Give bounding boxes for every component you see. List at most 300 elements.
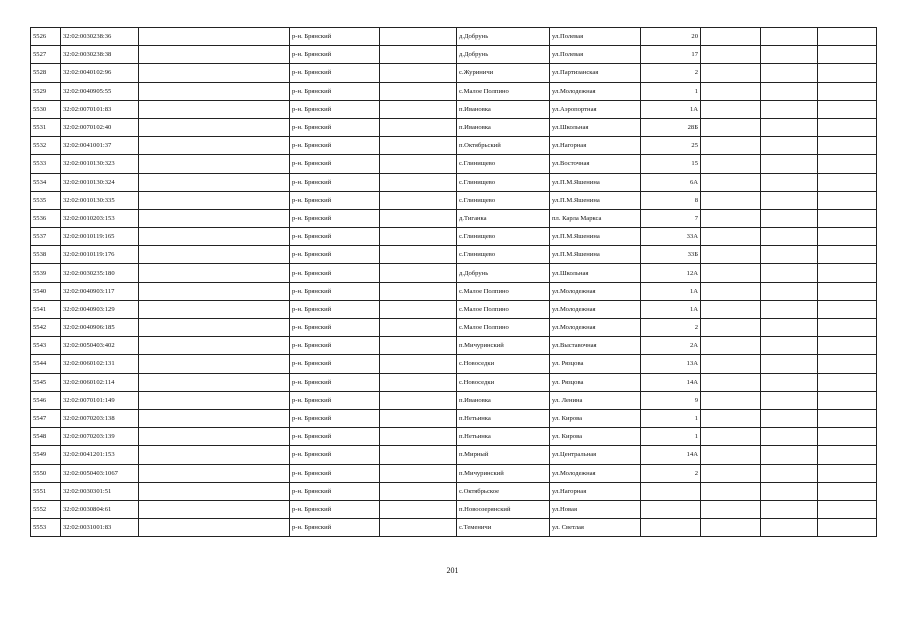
- empty-column-11-cell: [818, 373, 877, 391]
- empty-column-3-cell: [139, 264, 290, 282]
- empty-column-9-cell: [701, 228, 761, 246]
- street-cell: ул.Партизанская: [550, 64, 641, 82]
- empty-column-3-cell: [139, 337, 290, 355]
- house-number-cell: 14А: [641, 373, 701, 391]
- empty-column-11-cell: [818, 100, 877, 118]
- empty-column-11-cell: [818, 191, 877, 209]
- cadastral-number-cell: 32:02:0010130:324: [61, 173, 139, 191]
- street-cell: ул.Молодежная: [550, 319, 641, 337]
- empty-column-9-cell: [701, 319, 761, 337]
- empty-column-11-cell: [818, 264, 877, 282]
- record-number-cell: 5547: [31, 409, 61, 427]
- empty-column-5-cell: [380, 519, 457, 537]
- house-number-cell: 25: [641, 137, 701, 155]
- house-number-cell: 2: [641, 319, 701, 337]
- cadastral-number-cell: 32:02:0030235:180: [61, 264, 139, 282]
- street-cell: пл. Карла Маркса: [550, 209, 641, 227]
- empty-column-10-cell: [761, 428, 818, 446]
- empty-column-10-cell: [761, 28, 818, 46]
- empty-column-11-cell: [818, 137, 877, 155]
- empty-column-5-cell: [380, 500, 457, 518]
- street-cell: ул.Нагорная: [550, 137, 641, 155]
- empty-column-11-cell: [818, 482, 877, 500]
- table-row: [31, 355, 877, 373]
- settlement-cell: п.Мичуринский: [457, 337, 550, 355]
- record-number-cell: 5534: [31, 173, 61, 191]
- house-number-cell: 17: [641, 46, 701, 64]
- empty-column-3-cell: [139, 391, 290, 409]
- record-number-cell: 5532: [31, 137, 61, 155]
- empty-column-5-cell: [380, 64, 457, 82]
- cadastral-number-cell: 32:02:0030301:51: [61, 482, 139, 500]
- table-row: [31, 100, 877, 118]
- house-number-cell: 1: [641, 82, 701, 100]
- empty-column-5-cell: [380, 446, 457, 464]
- empty-column-11-cell: [818, 409, 877, 427]
- empty-column-10-cell: [761, 246, 818, 264]
- district-cell: р-н. Брянский: [290, 519, 380, 537]
- empty-column-3-cell: [139, 46, 290, 64]
- district-cell: р-н. Брянский: [290, 64, 380, 82]
- empty-column-11-cell: [818, 300, 877, 318]
- house-number-cell: 1А: [641, 300, 701, 318]
- table-row: [31, 519, 877, 537]
- record-number-cell: 5530: [31, 100, 61, 118]
- empty-column-10-cell: [761, 118, 818, 136]
- record-number-cell: 5529: [31, 82, 61, 100]
- house-number-cell: 14А: [641, 446, 701, 464]
- settlement-cell: п.Нетьинка: [457, 428, 550, 446]
- street-cell: ул. Кирова: [550, 428, 641, 446]
- district-cell: р-н. Брянский: [290, 82, 380, 100]
- empty-column-5-cell: [380, 282, 457, 300]
- street-cell: ул.П.М.Яшенина: [550, 191, 641, 209]
- empty-column-9-cell: [701, 373, 761, 391]
- settlement-cell: с.Глинищево: [457, 228, 550, 246]
- empty-column-10-cell: [761, 82, 818, 100]
- empty-column-11-cell: [818, 173, 877, 191]
- empty-column-3-cell: [139, 446, 290, 464]
- empty-column-10-cell: [761, 191, 818, 209]
- empty-column-5-cell: [380, 482, 457, 500]
- cadastral-number-cell: 32:02:0060102:114: [61, 373, 139, 391]
- empty-column-3-cell: [139, 209, 290, 227]
- table-row: [31, 282, 877, 300]
- empty-column-10-cell: [761, 137, 818, 155]
- empty-column-9-cell: [701, 409, 761, 427]
- page-number: 201: [446, 566, 459, 575]
- empty-column-10-cell: [761, 64, 818, 82]
- record-number-cell: 5538: [31, 246, 61, 264]
- district-cell: р-н. Брянский: [290, 337, 380, 355]
- cadastral-number-cell: 32:02:0050403:1067: [61, 464, 139, 482]
- empty-column-11-cell: [818, 82, 877, 100]
- empty-column-5-cell: [380, 355, 457, 373]
- empty-column-10-cell: [761, 409, 818, 427]
- district-cell: р-н. Брянский: [290, 373, 380, 391]
- empty-column-5-cell: [380, 46, 457, 64]
- district-cell: р-н. Брянский: [290, 118, 380, 136]
- empty-column-3-cell: [139, 246, 290, 264]
- empty-column-3-cell: [139, 100, 290, 118]
- empty-column-9-cell: [701, 191, 761, 209]
- empty-column-10-cell: [761, 155, 818, 173]
- house-number-cell: 2А: [641, 337, 701, 355]
- settlement-cell: п.Нетьинка: [457, 409, 550, 427]
- house-number-cell: 13А: [641, 355, 701, 373]
- settlement-cell: с.Журиничи: [457, 64, 550, 82]
- empty-column-3-cell: [139, 500, 290, 518]
- empty-column-9-cell: [701, 464, 761, 482]
- empty-column-9-cell: [701, 64, 761, 82]
- house-number-cell: 1: [641, 428, 701, 446]
- street-cell: ул.Полевая: [550, 46, 641, 64]
- empty-column-3-cell: [139, 519, 290, 537]
- empty-column-9-cell: [701, 337, 761, 355]
- empty-column-9-cell: [701, 282, 761, 300]
- district-cell: р-н. Брянский: [290, 482, 380, 500]
- settlement-cell: п.Ивановка: [457, 391, 550, 409]
- record-number-cell: 5550: [31, 464, 61, 482]
- record-number-cell: 5553: [31, 519, 61, 537]
- empty-column-9-cell: [701, 46, 761, 64]
- empty-column-11-cell: [818, 519, 877, 537]
- district-cell: р-н. Брянский: [290, 391, 380, 409]
- table-row: [31, 300, 877, 318]
- street-cell: ул. Кирова: [550, 409, 641, 427]
- empty-column-11-cell: [818, 446, 877, 464]
- empty-column-5-cell: [380, 246, 457, 264]
- street-cell: ул.П.М.Яшенина: [550, 173, 641, 191]
- empty-column-3-cell: [139, 118, 290, 136]
- table-row: [31, 337, 877, 355]
- table-row: [31, 118, 877, 136]
- settlement-cell: с.Глинищево: [457, 246, 550, 264]
- empty-column-5-cell: [380, 337, 457, 355]
- settlement-cell: д.Добрунь: [457, 264, 550, 282]
- empty-column-9-cell: [701, 155, 761, 173]
- settlement-cell: с.Новоседки: [457, 373, 550, 391]
- empty-column-11-cell: [818, 355, 877, 373]
- settlement-cell: с.Глинищево: [457, 173, 550, 191]
- record-number-cell: 5552: [31, 500, 61, 518]
- house-number-cell: 7: [641, 209, 701, 227]
- empty-column-10-cell: [761, 337, 818, 355]
- district-cell: р-н. Брянский: [290, 28, 380, 46]
- table-row: [31, 46, 877, 64]
- empty-column-3-cell: [139, 300, 290, 318]
- settlement-cell: п.Мичуринский: [457, 464, 550, 482]
- record-number-cell: 5543: [31, 337, 61, 355]
- cadastral-number-cell: 32:02:0040102:96: [61, 64, 139, 82]
- district-cell: р-н. Брянский: [290, 355, 380, 373]
- record-number-cell: 5546: [31, 391, 61, 409]
- street-cell: ул.Молодежная: [550, 282, 641, 300]
- cadastral-number-cell: 32:02:0070203:139: [61, 428, 139, 446]
- empty-column-9-cell: [701, 209, 761, 227]
- street-cell: ул. Ленина: [550, 391, 641, 409]
- cadastral-number-cell: 32:02:0010119:165: [61, 228, 139, 246]
- empty-column-11-cell: [818, 155, 877, 173]
- table-row: [31, 82, 877, 100]
- empty-column-10-cell: [761, 282, 818, 300]
- empty-column-10-cell: [761, 319, 818, 337]
- street-cell: ул.Молодежная: [550, 464, 641, 482]
- empty-column-5-cell: [380, 173, 457, 191]
- empty-column-3-cell: [139, 64, 290, 82]
- record-number-cell: 5535: [31, 191, 61, 209]
- district-cell: р-н. Брянский: [290, 137, 380, 155]
- table-row: [31, 500, 877, 518]
- empty-column-5-cell: [380, 300, 457, 318]
- empty-column-11-cell: [818, 282, 877, 300]
- cadastral-number-cell: 32:02:0030238:36: [61, 28, 139, 46]
- empty-column-11-cell: [818, 319, 877, 337]
- table-row: [31, 173, 877, 191]
- district-cell: р-н. Брянский: [290, 191, 380, 209]
- record-number-cell: 5531: [31, 118, 61, 136]
- empty-column-11-cell: [818, 246, 877, 264]
- empty-column-10-cell: [761, 464, 818, 482]
- house-number-cell: 33Б: [641, 246, 701, 264]
- settlement-cell: с.Глинищево: [457, 191, 550, 209]
- cadastral-number-cell: 32:02:0070203:138: [61, 409, 139, 427]
- cadastral-number-cell: 32:02:0040903:117: [61, 282, 139, 300]
- empty-column-10-cell: [761, 264, 818, 282]
- house-number-cell: 1А: [641, 100, 701, 118]
- table-row: [31, 409, 877, 427]
- empty-column-11-cell: [818, 464, 877, 482]
- empty-column-10-cell: [761, 100, 818, 118]
- empty-column-3-cell: [139, 155, 290, 173]
- record-number-cell: 5528: [31, 64, 61, 82]
- record-number-cell: 5540: [31, 282, 61, 300]
- empty-column-10-cell: [761, 446, 818, 464]
- street-cell: ул.Нагорная: [550, 482, 641, 500]
- empty-column-10-cell: [761, 519, 818, 537]
- empty-column-10-cell: [761, 500, 818, 518]
- street-cell: ул.Школьная: [550, 264, 641, 282]
- empty-column-10-cell: [761, 228, 818, 246]
- house-number-cell: 12А: [641, 264, 701, 282]
- settlement-cell: с.Малое Полпино: [457, 282, 550, 300]
- empty-column-9-cell: [701, 264, 761, 282]
- street-cell: ул.П.М.Яшенина: [550, 246, 641, 264]
- empty-column-5-cell: [380, 428, 457, 446]
- record-number-cell: 5526: [31, 28, 61, 46]
- empty-column-9-cell: [701, 118, 761, 136]
- settlement-cell: с.Новоседки: [457, 355, 550, 373]
- table-row: [31, 464, 877, 482]
- street-cell: ул.Молодежная: [550, 300, 641, 318]
- street-cell: ул.Центральная: [550, 446, 641, 464]
- record-number-cell: 5533: [31, 155, 61, 173]
- empty-column-5-cell: [380, 264, 457, 282]
- empty-column-5-cell: [380, 118, 457, 136]
- empty-column-5-cell: [380, 319, 457, 337]
- street-cell: ул.Восточная: [550, 155, 641, 173]
- district-cell: р-н. Брянский: [290, 409, 380, 427]
- record-number-cell: 5536: [31, 209, 61, 227]
- empty-column-3-cell: [139, 137, 290, 155]
- house-number-cell: 1А: [641, 282, 701, 300]
- empty-column-11-cell: [818, 500, 877, 518]
- house-number-cell: [641, 482, 701, 500]
- record-number-cell: 5551: [31, 482, 61, 500]
- house-number-cell: 6А: [641, 173, 701, 191]
- empty-column-5-cell: [380, 28, 457, 46]
- empty-column-11-cell: [818, 428, 877, 446]
- address-register-table: [30, 27, 877, 537]
- empty-column-5-cell: [380, 137, 457, 155]
- table-row: [31, 428, 877, 446]
- settlement-cell: с.Малое Полпино: [457, 82, 550, 100]
- cadastral-number-cell: 32:02:0070102:40: [61, 118, 139, 136]
- settlement-cell: д.Добрунь: [457, 46, 550, 64]
- table-row: [31, 446, 877, 464]
- house-number-cell: 33А: [641, 228, 701, 246]
- district-cell: р-н. Брянский: [290, 246, 380, 264]
- empty-column-9-cell: [701, 82, 761, 100]
- empty-column-5-cell: [380, 155, 457, 173]
- cadastral-number-cell: 32:02:0031001:83: [61, 519, 139, 537]
- table-body: [31, 28, 877, 537]
- district-cell: р-н. Брянский: [290, 446, 380, 464]
- empty-column-9-cell: [701, 100, 761, 118]
- cadastral-number-cell: 32:02:0041001:37: [61, 137, 139, 155]
- empty-column-3-cell: [139, 191, 290, 209]
- empty-column-3-cell: [139, 428, 290, 446]
- district-cell: р-н. Брянский: [290, 228, 380, 246]
- empty-column-3-cell: [139, 173, 290, 191]
- record-number-cell: 5542: [31, 319, 61, 337]
- empty-column-3-cell: [139, 228, 290, 246]
- settlement-cell: с.Теменичи: [457, 519, 550, 537]
- empty-column-9-cell: [701, 137, 761, 155]
- house-number-cell: 20: [641, 28, 701, 46]
- empty-column-9-cell: [701, 391, 761, 409]
- empty-column-5-cell: [380, 228, 457, 246]
- settlement-cell: с.Октябрьское: [457, 482, 550, 500]
- empty-column-3-cell: [139, 282, 290, 300]
- empty-column-10-cell: [761, 391, 818, 409]
- empty-column-10-cell: [761, 355, 818, 373]
- empty-column-3-cell: [139, 373, 290, 391]
- table-row: [31, 137, 877, 155]
- cadastral-number-cell: 32:02:0070101:83: [61, 100, 139, 118]
- house-number-cell: [641, 519, 701, 537]
- record-number-cell: 5545: [31, 373, 61, 391]
- empty-column-10-cell: [761, 46, 818, 64]
- street-cell: ул. Светлая: [550, 519, 641, 537]
- empty-column-9-cell: [701, 28, 761, 46]
- empty-column-5-cell: [380, 373, 457, 391]
- street-cell: ул. Рязцова: [550, 373, 641, 391]
- district-cell: р-н. Брянский: [290, 300, 380, 318]
- record-number-cell: 5548: [31, 428, 61, 446]
- house-number-cell: 2: [641, 64, 701, 82]
- street-cell: ул.Выставочная: [550, 337, 641, 355]
- settlement-cell: п.Мирный: [457, 446, 550, 464]
- empty-column-9-cell: [701, 500, 761, 518]
- cadastral-number-cell: 32:02:0030804:61: [61, 500, 139, 518]
- empty-column-3-cell: [139, 28, 290, 46]
- empty-column-9-cell: [701, 482, 761, 500]
- cadastral-number-cell: 32:02:0050403:402: [61, 337, 139, 355]
- table-row: [31, 28, 877, 46]
- district-cell: р-н. Брянский: [290, 46, 380, 64]
- table-row: [31, 64, 877, 82]
- settlement-cell: с.Глинищево: [457, 155, 550, 173]
- empty-column-3-cell: [139, 82, 290, 100]
- empty-column-10-cell: [761, 482, 818, 500]
- house-number-cell: 9: [641, 391, 701, 409]
- table-row: [31, 228, 877, 246]
- street-cell: ул.Молодежная: [550, 82, 641, 100]
- table-row: [31, 482, 877, 500]
- empty-column-3-cell: [139, 464, 290, 482]
- empty-column-11-cell: [818, 28, 877, 46]
- empty-column-10-cell: [761, 373, 818, 391]
- cadastral-number-cell: 32:02:0070101:149: [61, 391, 139, 409]
- empty-column-5-cell: [380, 464, 457, 482]
- table-row: [31, 391, 877, 409]
- settlement-cell: п.Октябрьский: [457, 137, 550, 155]
- table-row: [31, 155, 877, 173]
- district-cell: р-н. Брянский: [290, 464, 380, 482]
- house-number-cell: 28Б: [641, 118, 701, 136]
- cadastral-number-cell: 32:02:0010130:323: [61, 155, 139, 173]
- empty-column-11-cell: [818, 46, 877, 64]
- cadastral-number-cell: 32:02:0060102:131: [61, 355, 139, 373]
- cadastral-number-cell: 32:02:0010119:176: [61, 246, 139, 264]
- empty-column-5-cell: [380, 391, 457, 409]
- settlement-cell: п.Ивановка: [457, 118, 550, 136]
- empty-column-10-cell: [761, 173, 818, 191]
- cadastral-number-cell: 32:02:0040906:185: [61, 319, 139, 337]
- empty-column-11-cell: [818, 209, 877, 227]
- cadastral-number-cell: 32:02:0010203:153: [61, 209, 139, 227]
- record-number-cell: 5544: [31, 355, 61, 373]
- settlement-cell: д.Добрунь: [457, 28, 550, 46]
- district-cell: р-н. Брянский: [290, 282, 380, 300]
- empty-column-11-cell: [818, 118, 877, 136]
- empty-column-10-cell: [761, 300, 818, 318]
- record-number-cell: 5549: [31, 446, 61, 464]
- table-row: [31, 246, 877, 264]
- empty-column-11-cell: [818, 64, 877, 82]
- street-cell: ул.Аэропортная: [550, 100, 641, 118]
- table-row: [31, 209, 877, 227]
- house-number-cell: 8: [641, 191, 701, 209]
- empty-column-11-cell: [818, 337, 877, 355]
- table-row: [31, 264, 877, 282]
- house-number-cell: [641, 500, 701, 518]
- record-number-cell: 5537: [31, 228, 61, 246]
- empty-column-5-cell: [380, 209, 457, 227]
- empty-column-5-cell: [380, 82, 457, 100]
- cadastral-number-cell: 32:02:0041201:153: [61, 446, 139, 464]
- house-number-cell: 1: [641, 409, 701, 427]
- street-cell: ул.Полевая: [550, 28, 641, 46]
- empty-column-5-cell: [380, 100, 457, 118]
- cadastral-number-cell: 32:02:0030238:38: [61, 46, 139, 64]
- house-number-cell: 2: [641, 464, 701, 482]
- district-cell: р-н. Брянский: [290, 264, 380, 282]
- empty-column-3-cell: [139, 319, 290, 337]
- district-cell: р-н. Брянский: [290, 209, 380, 227]
- settlement-cell: п.Ивановка: [457, 100, 550, 118]
